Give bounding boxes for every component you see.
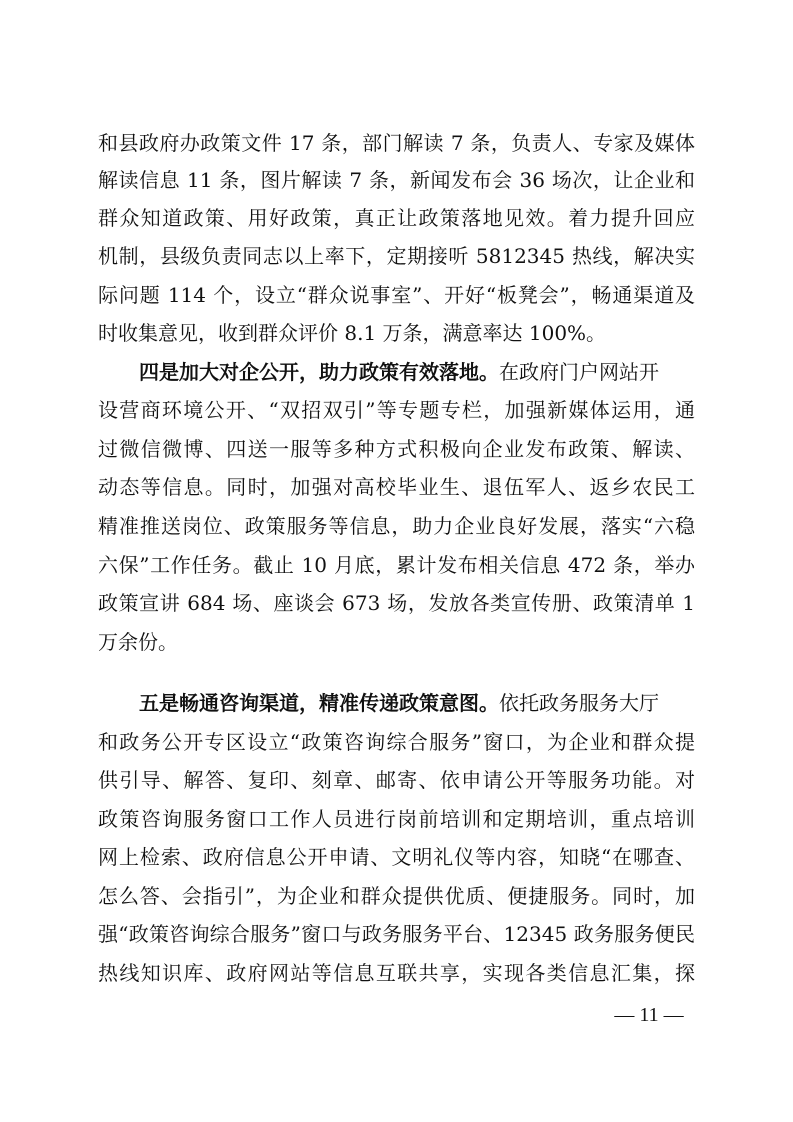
section-heading: 四是加大对企公开，助力政策有效落地。	[139, 360, 499, 384]
body-line: 六保”工作任务。截止 10 月底，累计发布相关信息 472 条，举办	[98, 553, 695, 577]
paragraph-lead-line	[139, 360, 695, 384]
paragraph-lead-line	[139, 691, 695, 715]
body-line: 和县政府办政策文件 17 条，部门解读 7 条，负责人、专家及媒体	[98, 131, 695, 155]
body-line: 政策宣讲 684 场、座谈会 673 场，发放各类宣传册、政策清单 1	[98, 591, 695, 615]
body-line: 热线知识库、政府网站等信息互联共享，实现各类信息汇集，探	[98, 961, 695, 985]
section-heading: 五是畅通咨询渠道，精准传递政策意图。	[139, 691, 499, 715]
body-line: 强“政策咨询综合服务”窗口与政务服务平台、12345 政务服务便民	[98, 922, 695, 946]
body-text: 依托政务服务大厅	[499, 691, 659, 715]
body-line: 际问题 114 个，设立“群众说事室”、开好“板凳会”，畅通渠道及	[98, 283, 695, 307]
body-line: 网上检索、政府信息公开申请、文明礼仪等内容，知晓“在哪查、	[98, 845, 695, 869]
body-line: 怎么答、会指引”，为企业和群众提供优质、便捷服务。同时，加	[98, 884, 695, 908]
body-line: 群众知道政策、用好政策，真正让政策落地见效。着力提升回应	[98, 206, 695, 230]
body-line: 精准推送岗位、政策服务等信息，助力企业良好发展，落实“六稳	[98, 514, 695, 538]
body-line: 动态等信息。同时，加强对高校毕业生、退伍军人、返乡农民工	[98, 475, 695, 499]
body-line: 过微信微博、四送一服等多种方式积极向企业发布政策、解读、	[98, 437, 695, 461]
body-line: 机制，县级负责同志以上率下，定期接听 5812345 热线，解决实	[98, 244, 695, 268]
body-line: 政策咨询服务窗口工作人员进行岗前培训和定期培训，重点培训	[98, 807, 695, 831]
body-line: 时收集意见，收到群众评价 8.1 万条，满意率达 100%。	[98, 321, 607, 345]
body-line: 和政务公开专区设立“政策咨询综合服务”窗口，为企业和群众提	[98, 730, 695, 754]
body-line: 解读信息 11 条，图片解读 7 条，新闻发布会 36 场次，让企业和	[98, 168, 695, 192]
body-line: 设营商环境公开、“双招双引”等专题专栏，加强新媒体运用，通	[98, 398, 695, 422]
body-line: 万余份。	[98, 630, 178, 654]
body-text: 在政府门户网站开	[499, 360, 659, 384]
page-number: — 11 —	[614, 1004, 684, 1026]
body-line: 供引导、解答、复印、刻章、邮寄、依申请公开等服务功能。对	[98, 768, 695, 792]
